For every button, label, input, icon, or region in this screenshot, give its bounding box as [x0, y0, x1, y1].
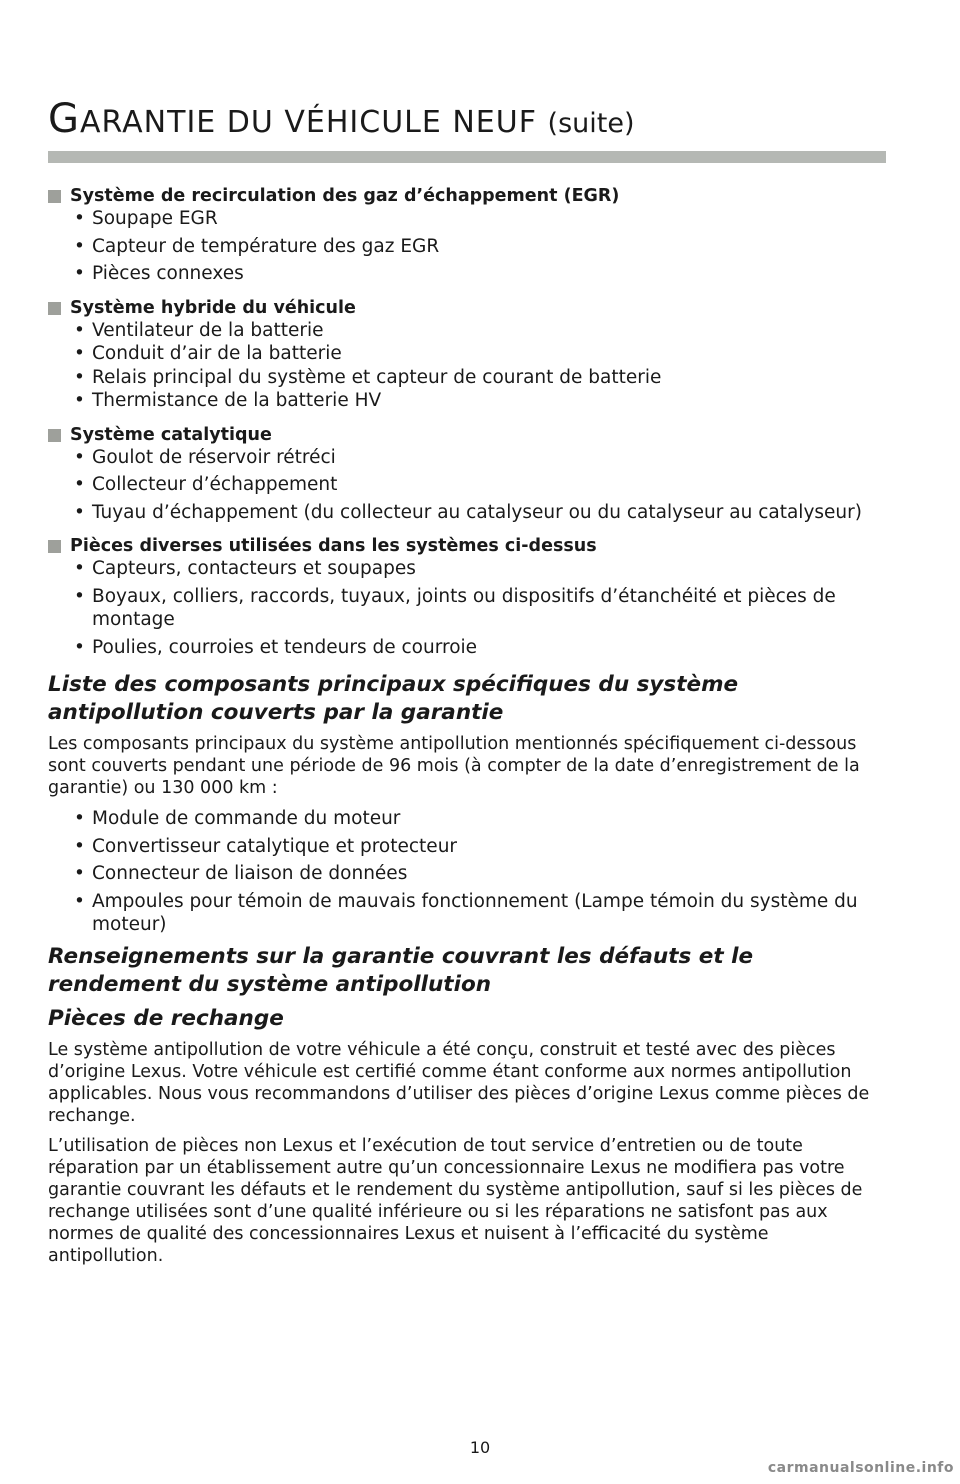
- replacement-parts-heading: Pièces de rechange: [48, 1005, 284, 1031]
- watermark: carmanualsonline.info: [767, 1460, 954, 1476]
- list-item: • Pièces connexes: [72, 262, 888, 286]
- section-header: [48, 536, 888, 557]
- section-title: Système catalytique: [70, 424, 272, 445]
- components-heading: Liste des composants principaux spécifiques du système antipollution couverts par la garantie: [48, 672, 739, 725]
- page-content: [48, 186, 888, 1275]
- list-item: • Soupape EGR: [72, 207, 888, 231]
- page-number: 10: [469, 1438, 491, 1457]
- section-egr: [48, 186, 888, 286]
- components-list: [48, 807, 888, 937]
- square-bullet-icon: [48, 429, 61, 442]
- warranty-info-heading: Renseignements sur la garantie couvrant les défauts et le rendement du système antipollution: [48, 943, 754, 997]
- list-item: • Ampoules pour témoin de mauvais fonctionnement (Lampe témoin du système du moteur): [72, 890, 888, 937]
- components-intro: Les composants principaux du système antipollution mentionnés spécifiquement ci-dessous sont couverts pendant une période de 96 mois (à compter de la date d’enregistrement de la garantie) ou 130 000 km :: [48, 734, 860, 798]
- square-bullet-icon: [48, 190, 61, 203]
- list-item: • Relais principal du système et capteur de courant de batterie: [72, 366, 888, 390]
- section-header: [48, 298, 888, 319]
- bullet-list: [48, 557, 888, 659]
- section-title: Pièces diverses utilisées dans les systèmes ci-dessus: [70, 536, 597, 556]
- title-text: ARANTIE DU VÉHICULE NEUF: [80, 105, 537, 140]
- list-item: • Tuyau d’échappement (du collecteur au catalyseur ou du catalyseur au catalyseur): [72, 501, 888, 525]
- title-rule: [48, 151, 886, 163]
- list-item: • Collecteur d’échappement: [72, 473, 888, 497]
- section-header: [48, 186, 888, 207]
- list-item: • Capteur de température des gaz EGR: [72, 235, 888, 259]
- section-hybrid: [48, 298, 888, 413]
- list-item: • Convertisseur catalytique et protecteur: [72, 835, 888, 859]
- bullet-list: [48, 446, 888, 525]
- list-item: • Thermistance de la batterie HV: [72, 389, 888, 413]
- section-misc-parts: [48, 536, 888, 659]
- section-header: [48, 425, 888, 446]
- list-item: • Connecteur de liaison de données: [72, 862, 888, 886]
- list-item: • Goulot de réservoir rétréci: [72, 446, 888, 470]
- list-item: • Capteurs, contacteurs et soupapes: [72, 557, 888, 581]
- title-suffix: (suite): [547, 108, 635, 139]
- section-title: Système de recirculation des gaz d’échappement (EGR): [70, 186, 620, 206]
- replacement-paragraph: Le système antipollution de votre véhicule a été conçu, construit et testé avec des pièces d’origine Lexus. Votre véhicule est certifié comme étant conforme aux normes antipollution applicables. Nous vous recommandons d’utiliser des pièces d’origine Lexus comme pièces de rechange.: [48, 1039, 870, 1126]
- section-catalytic: [48, 425, 888, 525]
- list-item: • Ventilateur de la batterie: [72, 319, 888, 343]
- list-item: • Boyaux, colliers, raccords, tuyaux, joints ou dispositifs d’étanchéité et pièces de montage: [72, 585, 888, 632]
- list-item: • Module de commande du moteur: [72, 807, 888, 831]
- bullet-list: [48, 319, 888, 413]
- square-bullet-icon: [48, 540, 61, 553]
- list-item: • Conduit d’air de la batterie: [72, 342, 888, 366]
- square-bullet-icon: [48, 302, 61, 315]
- list-item: • Poulies, courroies et tendeurs de courroie: [72, 636, 888, 660]
- bullet-list: [48, 207, 888, 286]
- page-title: [48, 96, 634, 142]
- replacement-paragraph: L’utilisation de pièces non Lexus et l’exécution de tout service d’entretien ou de toute réparation par un établissement autre qu’un concessionnaire Lexus ne modifiera pas votre garantie couvrant les défauts et le rendement du système antipollution, sauf si les pièces de rechange utilisées sont d’une qualité inférieure ou si les réparations ne satisfont pas aux normes de qualité des concessionnaires Lexus et nuisent à l’efficacité du système antipollution.: [48, 1135, 863, 1266]
- section-title: Système hybride du véhicule: [70, 297, 356, 318]
- title-initial: G: [48, 96, 80, 142]
